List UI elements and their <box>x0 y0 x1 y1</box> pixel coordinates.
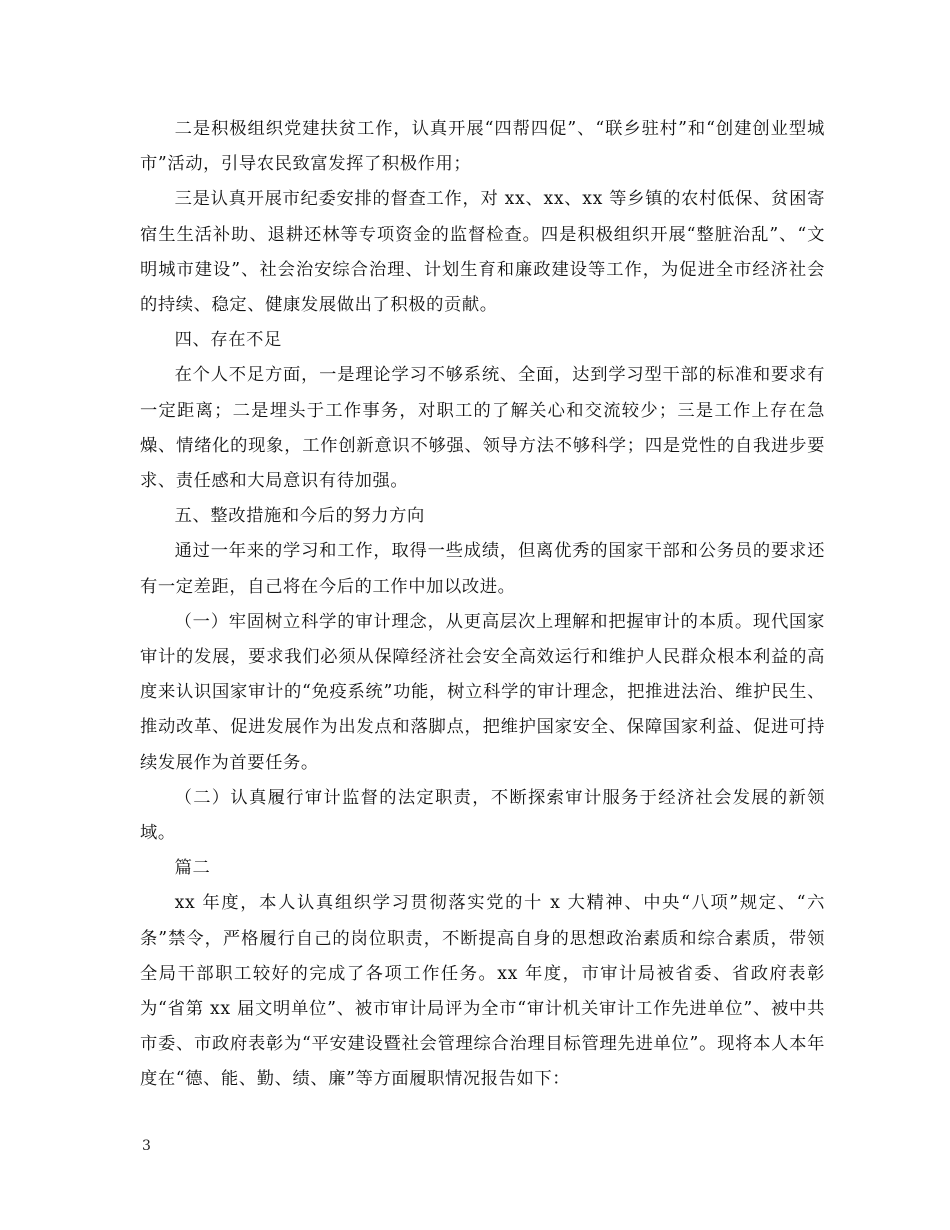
heading-shortcomings: 四、存在不足 <box>174 330 282 351</box>
heading-part-two: 篇二 <box>174 858 211 879</box>
paragraph-measure-two: （二）认真履行审计监督的法定职责，不断探索审计服务于经济社会发展的新领域。 <box>140 787 825 844</box>
paragraph-improvement-intro: 通过一年来的学习和工作，取得一些成绩，但离优秀的国家干部和公务员的要求还有一定差距，自己将在今后的工作中加以改进。 <box>140 541 825 597</box>
paragraph-annual-report: xx 年度，本人认真组织学习贯彻落实党的十 x 大精神、中央“八项”规定、“六条”禁令，严格履行自己的岗位职责，不断提高自身的思想政治素质和综合素质，带领全局干部职工较好的完成了各项工作任务。xx 年度，市审计局被省委、省政府表彰为“省第 xx 届文明单位”、被市审计局评为全市“审计机关审计工作先进单位”、被中共市委、市政府表彰为“平安建设暨社会管理综合治理目标管理先进单位”。现将本人本年度在“德、能、勤、绩、廉”等方面履职情况报告如下： <box>140 893 825 1090</box>
paragraph-measure-one: （一）牢固树立科学的审计理念，从更高层次上理解和把握审计的本质。现代国家审计的发展，要求我们必须从保障经济社会安全高效运行和维护人民群众根本利益的高度来认识国家审计的“免疫系统”功能，树立科学的审计理念，把推进法治、维护民生、推动改革、促进发展作为出发点和落脚点，把维护国家安全、保障国家利益、促进可持续发展作为首要任务。 <box>140 611 825 773</box>
page-number: 3 <box>142 1138 151 1154</box>
heading-rectification-measures: 五、整改措施和今后的努力方向 <box>174 506 425 527</box>
paragraph-party-poverty-work: 二是积极组织党建扶贫工作，认真开展“四帮四促”、“联乡驻村”和“创建创业型城市”活动，引导农民致富发挥了积极作用； <box>140 119 825 175</box>
paragraph-personal-shortcomings: 在个人不足方面，一是理论学习不够系统、全面，达到学习型干部的标准和要求有一定距离；二是埋头于工作事务，对职工的了解关心和交流较少；三是工作上存在急燥、情绪化的现象，工作创新意识不够强、领导方法不够科学；四是党性的自我进步要求、责任感和大局意识有待加强。 <box>140 365 825 492</box>
paragraph-supervision-work: 三是认真开展市纪委安排的督查工作，对 xx、xx、xx 等乡镇的农村低保、贫困寄宿生生活补助、退耕还林等专项资金的监督检查。四是积极组织开展“整脏治乱”、“文明城市建设”、社会治安综合治理、计划生育和廉政建设等工作，为促进全市经济社会的持续、稳定、健康发展做出了积极的贡献。 <box>140 189 825 316</box>
document-body <box>140 112 825 1098</box>
